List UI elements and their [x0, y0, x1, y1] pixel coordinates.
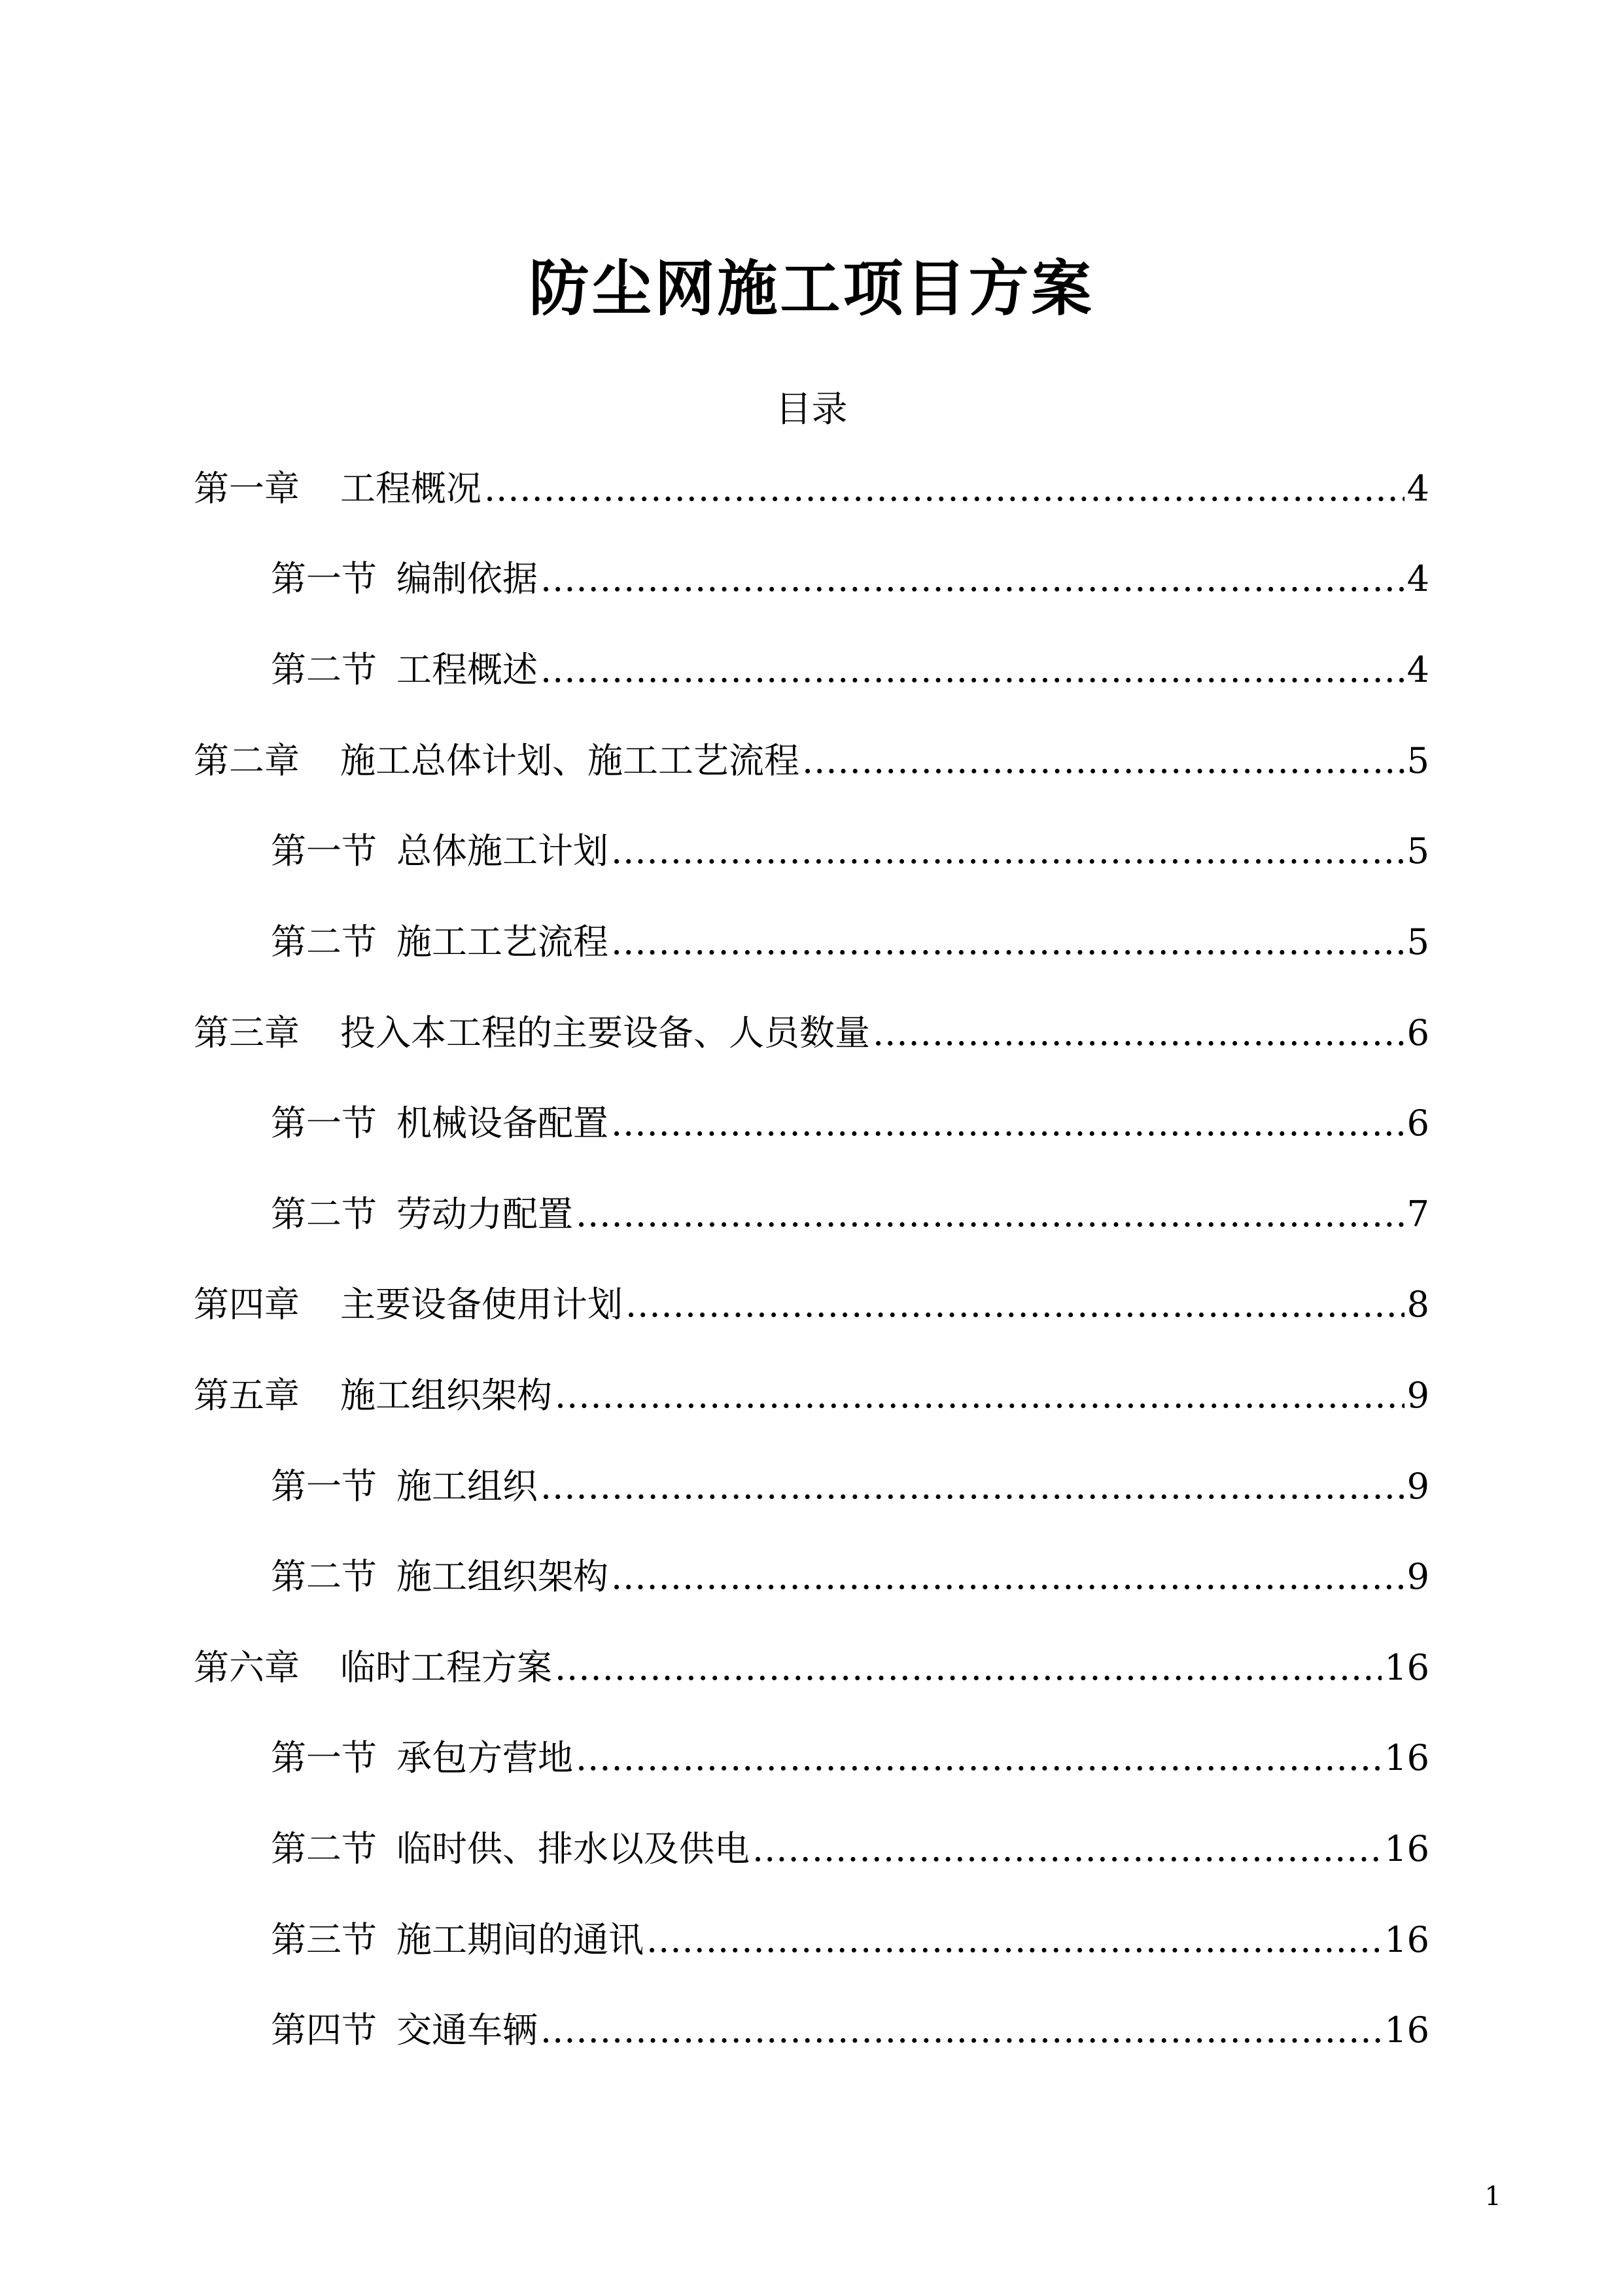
toc-leader-dots [611, 1559, 1405, 1595]
toc-leader-dots [611, 834, 1405, 869]
toc-page: 4 [1406, 558, 1429, 599]
toc-number: 第二节 [271, 649, 377, 690]
toc-label [194, 740, 799, 781]
toc-entry-section-5-2[interactable] [271, 1556, 1429, 1597]
toc-entry-section-2-1[interactable] [271, 830, 1429, 872]
toc-label [194, 1284, 623, 1325]
toc-text: 编制依据 [396, 558, 538, 599]
toc-label [194, 1375, 552, 1416]
toc-number: 第一章 [194, 468, 300, 509]
toc-text: 承包方营地 [396, 1737, 573, 1778]
toc-number: 第一节 [271, 1466, 377, 1507]
toc-number: 第四节 [271, 2009, 377, 2051]
toc-entry-section-5-1[interactable] [271, 1466, 1429, 1507]
toc-label [271, 558, 538, 599]
toc-number: 第二章 [194, 740, 300, 781]
toc-page: 9 [1406, 1375, 1429, 1416]
toc-text: 施工工艺流程 [396, 921, 608, 963]
toc-entry-section-1-1[interactable] [271, 558, 1429, 599]
toc-number: 第三章 [194, 1012, 300, 1053]
toc-leader-dots [540, 652, 1405, 688]
toc-text: 施工组织 [396, 1466, 538, 1507]
toc-page: 16 [1384, 1647, 1429, 1688]
toc-entry-section-6-3[interactable] [271, 1919, 1429, 1960]
toc-page: 5 [1406, 921, 1429, 963]
toc-number: 第一节 [271, 1103, 377, 1144]
toc-label [194, 1012, 870, 1053]
toc-label [194, 1647, 552, 1688]
toc-label [271, 1919, 644, 1960]
toc-entry-chapter-6[interactable] [194, 1647, 1429, 1688]
toc-text: 主要设备使用计划 [340, 1284, 623, 1325]
toc-label [271, 2009, 538, 2051]
toc-number: 第一节 [271, 558, 377, 599]
toc-entry-section-2-2[interactable] [271, 921, 1429, 963]
toc-text: 交通车辆 [396, 2009, 538, 2051]
toc-text: 工程概述 [396, 649, 538, 690]
toc-text: 施工期间的通讯 [396, 1919, 644, 1960]
toc-number: 第二节 [271, 1828, 377, 1869]
toc-entry-chapter-1[interactable] [194, 468, 1429, 509]
toc-label [271, 1103, 608, 1144]
toc-leader-dots [611, 1106, 1405, 1141]
toc-text: 施工总体计划、施工工艺流程 [340, 740, 799, 781]
toc-text: 投入本工程的主要设备、人员数量 [340, 1012, 870, 1053]
toc-leader-dots [540, 1469, 1405, 1504]
toc-page: 9 [1406, 1556, 1429, 1597]
toc-label [271, 1466, 538, 1507]
toc-page: 16 [1384, 1828, 1429, 1869]
toc-text: 工程概况 [340, 468, 481, 509]
toc-leader-dots [873, 1016, 1405, 1051]
toc-text: 临时供、排水以及供电 [396, 1828, 750, 1869]
toc-leader-dots [540, 2013, 1382, 2048]
toc-entry-section-3-1[interactable] [271, 1103, 1429, 1144]
toc-leader-dots [611, 925, 1405, 960]
toc-text: 临时工程方案 [340, 1647, 552, 1688]
toc-label [271, 1193, 573, 1235]
page-title: 防尘网施工项目方案 [529, 253, 1094, 324]
toc-page: 8 [1406, 1284, 1429, 1325]
toc-page: 5 [1406, 740, 1429, 781]
toc-text: 施工组织架构 [340, 1375, 552, 1416]
toc-leader-dots [484, 471, 1405, 506]
toc-number: 第四章 [194, 1284, 300, 1325]
toc-page: 4 [1406, 649, 1429, 690]
toc-leader-dots [540, 561, 1405, 597]
toc-entry-chapter-3[interactable] [194, 1012, 1429, 1053]
toc-leader-dots [576, 1197, 1405, 1232]
toc-leader-dots [576, 1740, 1382, 1776]
toc-page: 16 [1384, 2009, 1429, 2051]
toc-number: 第二节 [271, 921, 377, 963]
toc-label [194, 468, 481, 509]
toc-leader-dots [802, 743, 1405, 779]
toc-number: 第二节 [271, 1193, 377, 1235]
page-number: 1 [1484, 2181, 1501, 2212]
toc-number: 第一节 [271, 830, 377, 872]
toc-text: 劳动力配置 [396, 1193, 573, 1235]
toc-label [271, 830, 608, 872]
toc-entry-section-3-2[interactable] [271, 1193, 1429, 1235]
toc-entry-section-6-2[interactable] [271, 1828, 1429, 1869]
toc-number: 第一节 [271, 1737, 377, 1778]
toc-page: 5 [1406, 830, 1429, 872]
toc-page: 16 [1384, 1919, 1429, 1960]
toc-text: 机械设备配置 [396, 1103, 608, 1144]
toc-entry-chapter-2[interactable] [194, 740, 1429, 781]
toc-page: 9 [1406, 1466, 1429, 1507]
toc-text: 施工组织架构 [396, 1556, 608, 1597]
toc-page: 4 [1406, 468, 1429, 509]
toc-text: 总体施工计划 [396, 830, 608, 872]
toc-leader-dots [752, 1831, 1382, 1867]
toc-leader-dots [555, 1650, 1382, 1686]
toc-label [271, 1556, 608, 1597]
toc-page: 6 [1406, 1103, 1429, 1144]
toc-entry-section-6-1[interactable] [271, 1737, 1429, 1778]
toc-leader-dots [555, 1378, 1405, 1413]
toc-entry-chapter-5[interactable] [194, 1375, 1429, 1416]
toc-number: 第五章 [194, 1375, 300, 1416]
toc-entry-section-6-4[interactable] [271, 2009, 1429, 2051]
toc-entry-chapter-4[interactable] [194, 1284, 1429, 1325]
toc-leader-dots [625, 1287, 1405, 1322]
toc-number: 第三节 [271, 1919, 377, 1960]
toc-heading: 目录 [775, 388, 848, 430]
toc-page: 16 [1384, 1737, 1429, 1778]
toc-number: 第二节 [271, 1556, 377, 1597]
toc-entry-section-1-2[interactable] [271, 649, 1429, 690]
toc-label [271, 649, 538, 690]
toc-leader-dots [646, 1922, 1382, 1958]
toc-page: 7 [1406, 1193, 1429, 1235]
toc-label [271, 921, 608, 963]
toc-number: 第六章 [194, 1647, 300, 1688]
toc-label [271, 1737, 573, 1778]
toc-label [271, 1828, 750, 1869]
toc-page: 6 [1406, 1012, 1429, 1053]
